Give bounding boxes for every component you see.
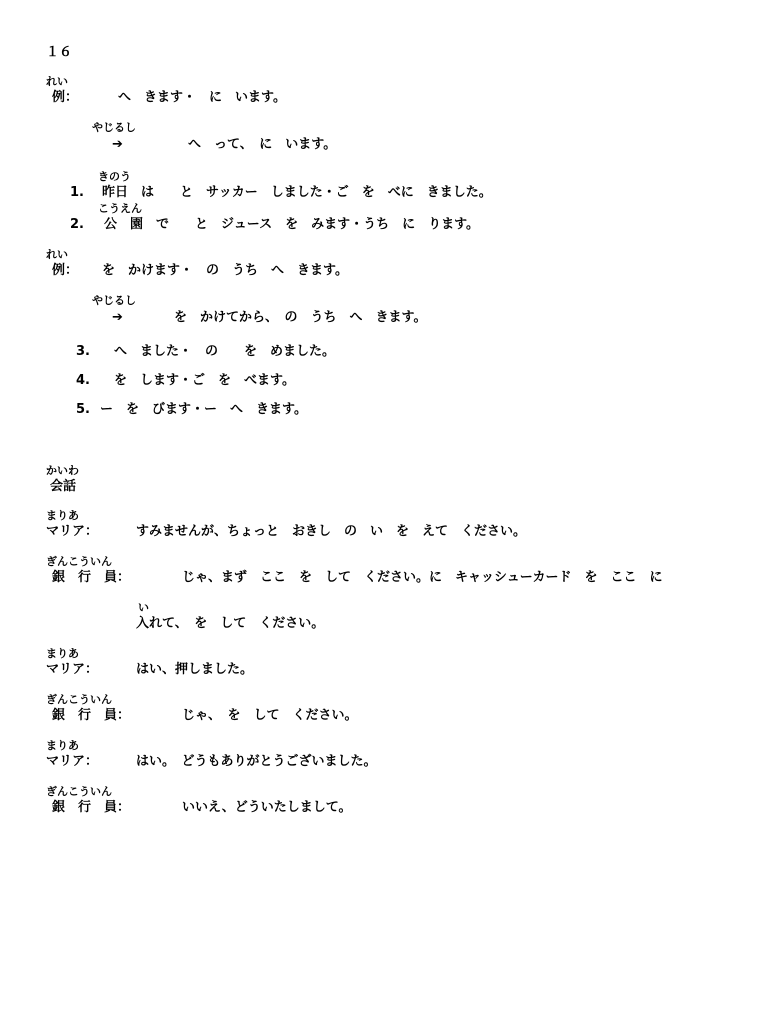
example-answer: へ って、 に います。 <box>188 137 337 152</box>
arrow-ruby: やじるし <box>92 294 136 307</box>
dialogue-line: いいえ、どういたしまして。 <box>182 800 352 815</box>
question-sentence: を します・ご を べます。 <box>114 373 295 388</box>
dialogue-line: はい。 どうもありがとうございました。 <box>136 754 377 769</box>
question-number: 4. <box>76 373 90 388</box>
arrow-ruby: やじるし <box>92 121 136 134</box>
speaker-ruby: ぎんこういん <box>46 555 112 568</box>
speaker-name: マリア： <box>46 754 99 769</box>
example-ruby: れい <box>46 248 68 261</box>
dialogue-line: 入れて、 を して ください。 <box>136 616 325 631</box>
example-label: 例： <box>52 90 79 105</box>
question-number: 3. <box>76 344 90 359</box>
question-ruby: きのう <box>98 170 131 183</box>
example-sentence: へ きます・ に います。 <box>118 90 286 105</box>
section-ruby: かいわ <box>46 464 79 477</box>
arrow-icon: ➔ <box>112 137 123 152</box>
dialogue-line: じゃ、まず ここ を して ください。に キャッシューカード を ここ に <box>182 570 663 585</box>
line-ruby: い <box>138 601 149 614</box>
question-number: 5. <box>76 402 90 417</box>
speaker-ruby: ぎんこういん <box>46 693 112 706</box>
example-sentence: を かけます・ の うち へ きます。 <box>102 263 348 278</box>
speaker-name: マリア： <box>46 662 99 677</box>
page-number: １６ <box>46 45 73 60</box>
question-sentence: 昨日 は と サッカー しました・ご を べに きました。 <box>102 185 492 200</box>
question-number: 1. <box>70 185 84 200</box>
example-label: 例： <box>52 263 79 278</box>
question-ruby: こうえん <box>98 202 142 215</box>
question-sentence: 公 園 で と ジュース を みます・うち に ります。 <box>104 217 480 232</box>
speaker-name: マリア： <box>46 524 99 539</box>
question-sentence: ー を びます・ー へ きます。 <box>100 402 307 417</box>
example-answer: を かけてから、 の うち へ きます。 <box>174 310 427 325</box>
question-sentence: へ ました・ の を めました。 <box>114 344 336 359</box>
speaker-ruby: まりあ <box>46 647 79 660</box>
section-title: 会話 <box>50 479 77 494</box>
arrow-icon: ➔ <box>112 310 123 325</box>
speaker-ruby: まりあ <box>46 509 79 522</box>
dialogue-line: じゃ、 を して ください。 <box>182 708 358 723</box>
dialogue-line: すみませんが、ちょっと おきし の い を えて ください。 <box>136 524 527 539</box>
speaker-ruby: ぎんこういん <box>46 785 112 798</box>
speaker-name: 銀 行 員： <box>52 800 131 815</box>
speaker-name: 銀 行 員： <box>52 708 131 723</box>
speaker-ruby: まりあ <box>46 739 79 752</box>
example-ruby: れい <box>46 75 68 88</box>
dialogue-line: はい、押しました。 <box>136 662 254 677</box>
speaker-name: 銀 行 員： <box>52 570 131 585</box>
question-number: 2. <box>70 217 84 232</box>
